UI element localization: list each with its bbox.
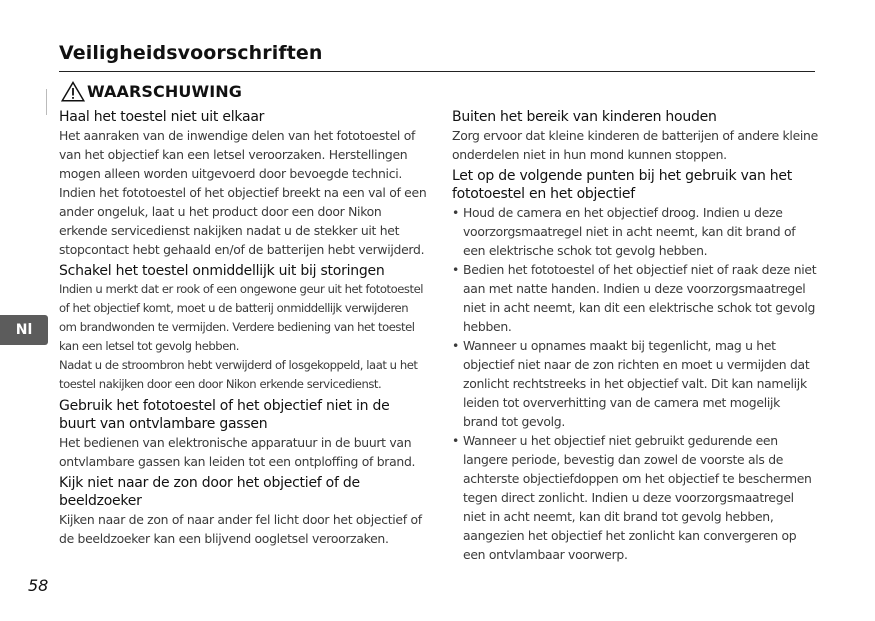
margin-marker bbox=[46, 89, 47, 115]
section-heading: Schakel het toestel onmiddellijk uit bij storingen bbox=[59, 263, 385, 279]
section-heading: Haal het toestel niet uit elkaar bbox=[59, 109, 265, 125]
section-heading: Gebruik het fototoestel of het objectief niet in de buurt van ontvlambare gassen bbox=[59, 398, 390, 432]
section-flammable-gas bbox=[59, 397, 427, 471]
section-malfunction bbox=[59, 262, 427, 394]
section-text: Het bedienen van elektronische apparatuur in de buurt van ontvlambare gassen kan leiden tot een ontploffing of brand. bbox=[59, 435, 416, 469]
bullet-item: • Wanneer u opnames maakt bij tegenlicht, mag u het objectief niet naar de zon richten en moet u vermijden dat zonlicht rechtstreeks in het objectief valt. Dit kan namelijk leiden tot oververhitting van de camera met mogelijk brand tot gevolg. bbox=[452, 336, 818, 431]
warning-header bbox=[61, 81, 242, 102]
section-text: Indien u merkt dat er rook of een ongewone geur uit het fototoestel of het objectief komt, moet u de batterij onmiddellijk verwijderen om brandwonden te vermijden. Verdere bediening van het toestel kan een letsel tot gevolg hebben. bbox=[59, 282, 424, 353]
bullet-item: • Wanneer u het objectief niet gebruikt gedurende een langere periode, bevestig dan zowel de voorste als de achterste objectiefdoppen om het objectief te beschermen tegen direct zonlicht. Indien u deze voorzorgsmaatregel niet in acht neemt, kan dit brand tot gevolg hebben, aangezien het objectief het zonlicht kan convergeren op een ontvlambaar voorwerp. bbox=[452, 431, 818, 564]
section-heading: Kijk niet naar de zon door het objectief of de beeldzoeker bbox=[59, 475, 360, 509]
section-text: Kijken naar de zon of naar ander fel licht door het objectief of de beeldzoeker kan een blijvend oogletsel veroorzaken. bbox=[59, 512, 422, 546]
bullet-list bbox=[452, 203, 818, 564]
section-text: Het aanraken van de inwendige delen van het fototoestel of van het objectief kan een letsel veroorzaken. Herstellingen mogen alleen worden uitgevoerd door bevoegde technici. Indien het fototoestel of het objectief breekt na een val of een ander ongeluk, laat u het product door een door Nikon erkende servicedienst nakijken nadat u de stekker uit het stopcontact hebt gehaald en/of de batterijen hebt verwijderd. bbox=[59, 128, 427, 257]
warning-label: WAARSCHUWING bbox=[87, 82, 242, 101]
title-divider bbox=[59, 71, 815, 72]
page-title: Veiligheidsvoorschriften bbox=[59, 42, 323, 64]
left-column bbox=[59, 108, 427, 551]
section-heading: Let op de volgende punten bij het gebruik van het fototoestel en het objectief bbox=[452, 168, 792, 202]
section-text: Zorg ervoor dat kleine kinderen de batterijen of andere kleine onderdelen niet in hun mond kunnen stoppen. bbox=[452, 128, 818, 162]
section-text: Nadat u de stroombron hebt verwijderd of losgekoppeld, laat u het toestel nakijken door een door Nikon erkende servicedienst. bbox=[59, 358, 418, 391]
section-disassembly bbox=[59, 108, 427, 259]
section-heading: Buiten het bereik van kinderen houden bbox=[452, 109, 717, 125]
language-tab: Nl bbox=[0, 315, 48, 345]
section-children bbox=[452, 108, 818, 164]
warning-triangle-icon bbox=[61, 81, 85, 102]
right-column bbox=[452, 108, 818, 567]
section-usage-notes bbox=[452, 167, 818, 564]
section-sun bbox=[59, 474, 427, 548]
bullet-item: • Houd de camera en het objectief droog. Indien u deze voorzorgsmaatregel niet in acht neemt, kan dit brand of een elektrische schok tot gevolg hebben. bbox=[452, 203, 818, 260]
page-number: 58 bbox=[28, 576, 49, 595]
bullet-item: • Bedien het fototoestel of het objectief niet of raak deze niet aan met natte handen. Indien u deze voorzorgsmaatregel niet in acht neemt, kan dit een elektrische schok tot gevolg hebben. bbox=[452, 260, 818, 336]
